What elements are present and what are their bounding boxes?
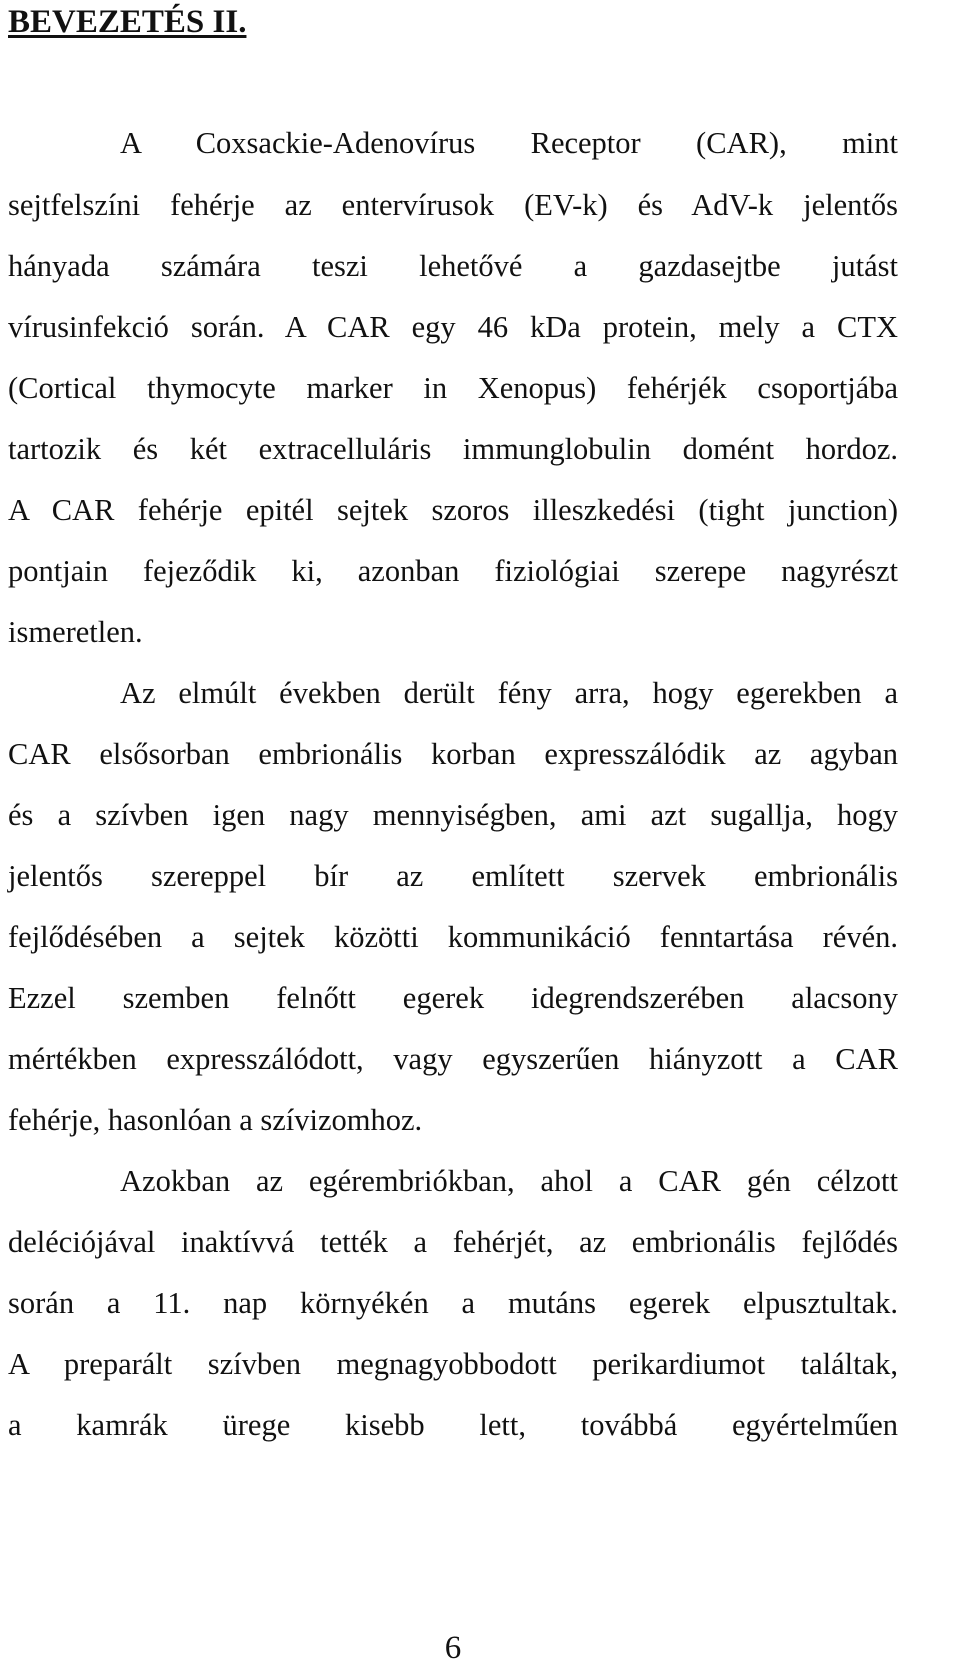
paragraph-3-line-4: A preparált szívben megnagyobbodott perikardiumot találtak,: [8, 1347, 898, 1381]
paragraph-1-line-1: A Coxsackie-Adenovírus Receptor (CAR), mint: [120, 126, 898, 160]
paragraph-1-line-5: (Cortical thymocyte marker in Xenopus) fehérjék csoportjába: [8, 371, 898, 405]
paragraph-1-line-7: A CAR fehérje epitél sejtek szoros illeszkedési (tight junction): [8, 493, 898, 527]
section-heading: BEVEZETÉS II.: [8, 4, 247, 40]
paragraph-2-line-3: és a szívben igen nagy mennyiségben, ami azt sugallja, hogy: [8, 798, 898, 832]
paragraph-1-line-9: ismeretlen.: [8, 615, 143, 649]
paragraph-1-line-6: tartozik és két extracelluláris immunglobulin domént hordoz.: [8, 432, 898, 466]
paragraph-3-line-3: során a 11. nap környékén a mutáns egerek elpusztultak.: [8, 1286, 898, 1320]
paragraph-2-line-4: jelentős szereppel bír az említett szervek embrionális: [8, 859, 898, 893]
paragraph-1-line-4: vírusinfekció során. A CAR egy 46 kDa protein, mely a CTX: [8, 310, 898, 344]
paragraph-2-line-1: Az elmúlt években derült fény arra, hogy egerekben a: [120, 676, 898, 710]
paragraph-3-line-5: a kamrák ürege kisebb lett, továbbá egyértelműen: [8, 1408, 898, 1442]
paragraph-2-line-7: mértékben expresszálódott, vagy egyszerűen hiányzott a CAR: [8, 1042, 898, 1076]
paragraph-1-line-3: hányada számára teszi lehetővé a gazdasejtbe jutást: [8, 249, 898, 283]
page-number: 6: [444, 1630, 462, 1666]
paragraph-2-line-5: fejlődésében a sejtek közötti kommunikáció fenntartása révén.: [8, 920, 898, 954]
paragraph-2-line-6: Ezzel szemben felnőtt egerek idegrendszerében alacsony: [8, 981, 898, 1015]
paragraph-3-line-1: Azokban az egérembriókban, ahol a CAR gén célzott: [120, 1164, 898, 1198]
paragraph-1-line-8: pontjain fejeződik ki, azonban fiziológiai szerepe nagyrészt: [8, 554, 898, 588]
paragraph-2-line-2: CAR elsősorban embrionális korban expresszálódik az agyban: [8, 737, 898, 771]
paragraph-2-line-8: fehérje, hasonlóan a szívizomhoz.: [8, 1103, 423, 1137]
paragraph-1-line-2: sejtfelszíni fehérje az entervírusok (EV-k) és AdV-k jelentős: [8, 188, 898, 222]
paragraph-3-line-2: deléciójával inaktívvá tették a fehérjét, az embrionális fejlődés: [8, 1225, 898, 1259]
